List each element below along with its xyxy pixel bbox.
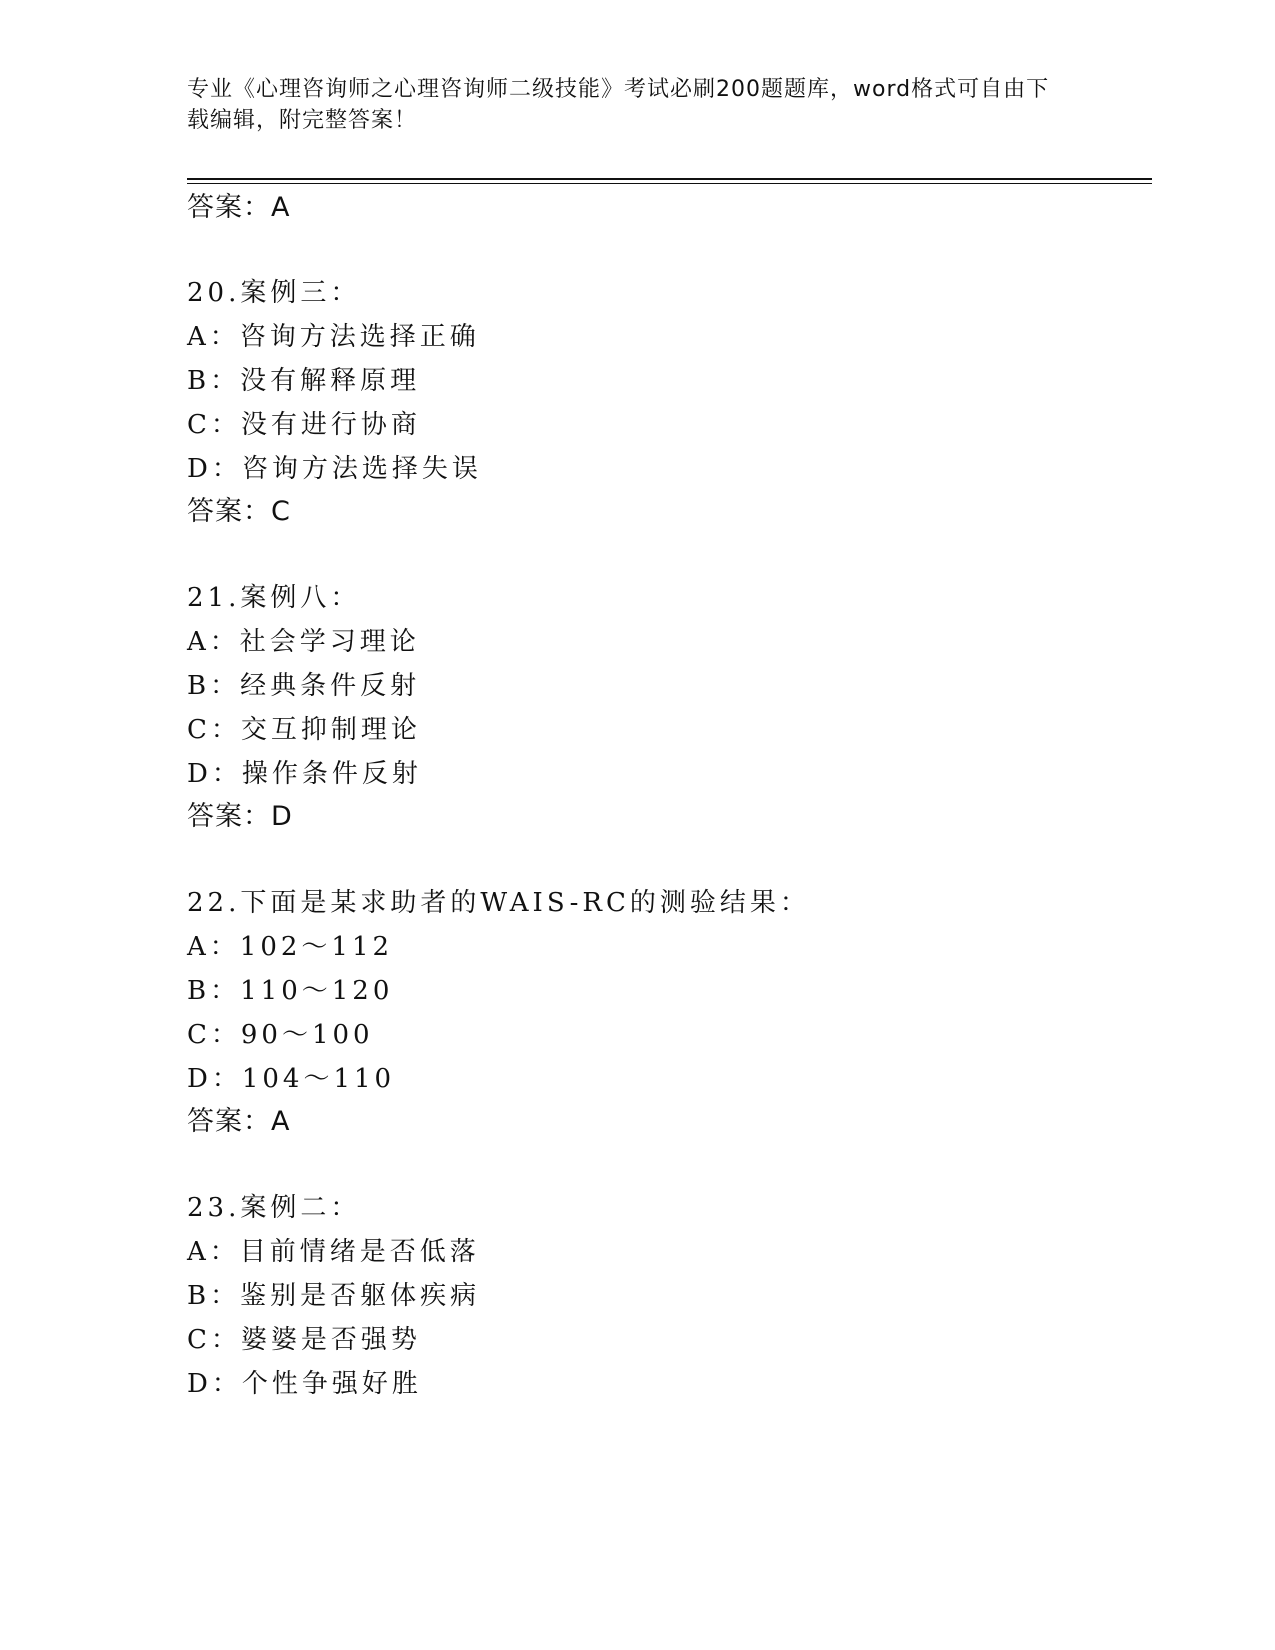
question-stem-23: 23.案例二： [187,1193,361,1223]
option-d-20: D：咨询方法选择失误 [187,454,482,484]
option-a-21: A：社会学习理论 [187,627,420,657]
option-a-22: A：102～112 [187,932,394,962]
answer-line-22: 答案：A [187,1106,291,1137]
option-a-23: A：目前情绪是否低落 [187,1237,480,1267]
option-d-21: D：操作条件反射 [187,759,422,789]
header-divider-thin [187,183,1152,184]
option-a-20: A：咨询方法选择正确 [187,322,480,352]
option-c-20: C：没有进行协商 [187,410,421,440]
answer-line-20: 答案：C [187,496,291,527]
header-divider-thick [187,178,1152,180]
document-header [187,74,1067,136]
question-stem-22: 22.下面是某求助者的WAIS-RC的测验结果： [187,888,810,918]
option-b-23: B：鉴别是否躯体疾病 [187,1281,481,1311]
question-stem-20: 20.案例三： [187,278,361,308]
answer-line-prev: 答案：A [187,192,291,223]
option-c-23: C：婆婆是否强势 [187,1325,421,1355]
option-b-22: B：110～120 [187,976,394,1006]
question-stem-21: 21.案例八： [187,583,361,613]
answer-line-21: 答案：D [187,801,293,832]
option-d-22: D：104～110 [187,1064,396,1094]
option-c-21: C：交互抑制理论 [187,715,421,745]
option-c-22: C：90～100 [187,1020,374,1050]
header-intro-text: 专业《心理咨询师之心理咨询师二级技能》考试必刷200题题库，word格式可自由下载编辑，附完整答案！ [187,77,1050,133]
option-d-23: D：个性争强好胜 [187,1369,422,1399]
option-b-20: B：没有解释原理 [187,366,421,396]
option-b-21: B：经典条件反射 [187,671,421,701]
